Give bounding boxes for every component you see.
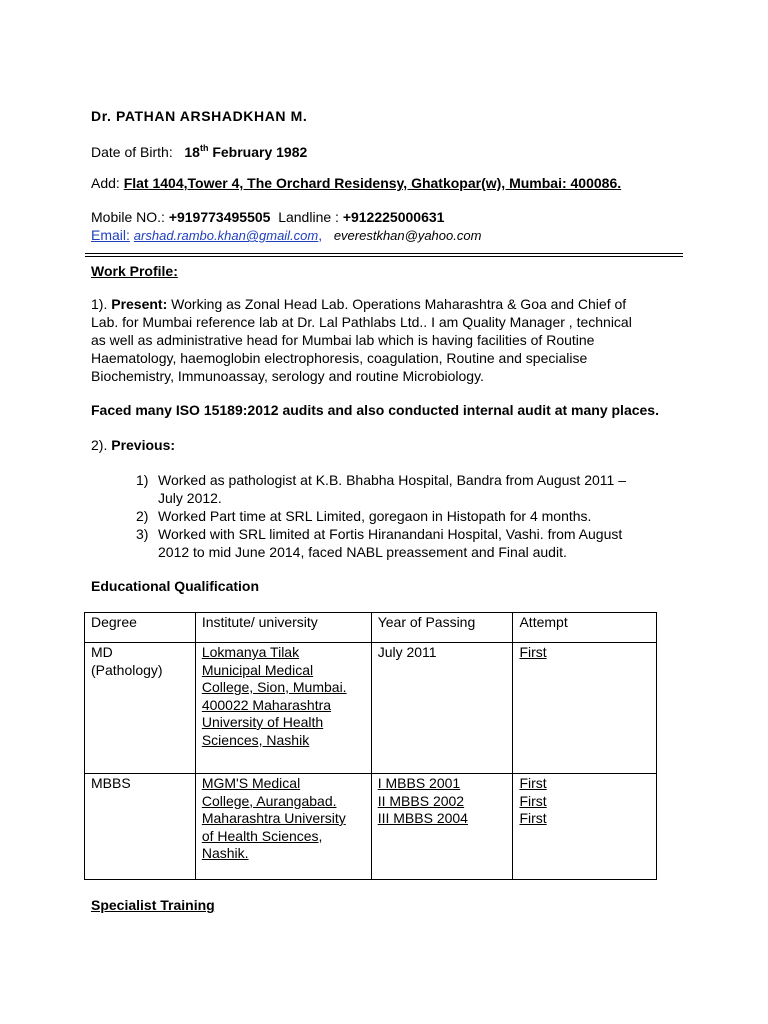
present-number: 1).	[91, 296, 108, 312]
cell-line: MD	[91, 644, 113, 660]
cell-line: July 2011	[377, 644, 437, 660]
header-divider-bottom	[85, 256, 683, 257]
degree-cell	[85, 774, 196, 880]
present-line: Lab. for Mumbai reference lab at Dr. Lal Pathlabs Ltd.. I am Quality Manager , technical	[91, 314, 632, 330]
dob-label: Date of Birth:	[91, 144, 173, 160]
specialist-training-heading: Specialist Training	[91, 897, 215, 913]
email-primary-link[interactable]: arshad.rambo.khan@gmail.com	[133, 228, 319, 243]
attempt-cell	[513, 643, 657, 774]
previous-label: Previous:	[111, 437, 176, 453]
institute-cell	[195, 774, 371, 880]
mobile-label: Mobile NO.:	[91, 209, 165, 225]
table-row	[85, 643, 657, 774]
cell-line: Lokmanya Tilak	[201, 644, 300, 660]
header-degree: Degree	[85, 613, 196, 643]
institute-cell	[195, 643, 371, 774]
present-line: Biochemistry, Immunoassay, serology and routine Microbiology.	[91, 368, 484, 384]
present-line: as well as administrative head for Mumbai lab which is having facilities of Routine	[91, 332, 595, 348]
cell-line: Nashik.	[201, 845, 249, 861]
cell-line: First	[519, 644, 547, 660]
email-secondary[interactable]: everestkhan@yahoo.com	[333, 228, 482, 243]
header-divider-top	[85, 253, 683, 254]
address-label: Add:	[91, 175, 120, 191]
cell-line: College, Aurangabad.	[201, 792, 337, 809]
cell-line: First	[519, 775, 547, 791]
list-number: 1)	[136, 472, 149, 488]
list-line: Worked with SRL limited at Fortis Hiranandani Hospital, Vashi. from August	[158, 526, 623, 542]
table-row	[85, 774, 657, 880]
dob-month-year: February 1982	[212, 144, 308, 160]
cell-line: II MBBS 2002	[377, 792, 465, 809]
dob-suffix: th	[199, 143, 209, 153]
present-role-paragraph	[91, 295, 679, 385]
dob-day: 18	[184, 144, 200, 160]
cell-line: 400022 Maharashtra	[201, 696, 332, 713]
cell-line: Maharashtra University	[201, 810, 346, 826]
email-label: Email:	[91, 227, 130, 243]
audits-statement: Faced many ISO 15189:2012 audits and also conducted internal audit at many places.	[91, 402, 659, 418]
cell-line: Sciences, Nashik	[201, 731, 310, 748]
cell-line: First	[519, 810, 547, 826]
header-attempt: Attempt	[513, 613, 657, 643]
cell-line: University of Health	[201, 714, 324, 730]
cell-line: MGM'S Medical	[201, 775, 301, 791]
phone-numbers	[91, 208, 444, 226]
header-year: Year of Passing	[371, 613, 513, 643]
list-line: July 2012.	[158, 490, 222, 506]
present-line: Haematology, haemoglobin electrophoresis, coagulation, Routine and specialise	[91, 350, 588, 366]
previous-number: 2).	[91, 437, 108, 453]
cell-line: of Health Sciences,	[201, 827, 323, 844]
list-number: 2)	[136, 508, 149, 524]
cell-line: MBBS	[91, 775, 131, 791]
date-of-birth	[91, 139, 307, 161]
education-heading: Educational Qualification	[91, 578, 260, 594]
mobile-value: +919773495505	[168, 209, 271, 225]
list-line: Worked Part time at SRL Limited, goregaon in Histopath for 4 months.	[158, 508, 592, 524]
cell-line: III MBBS 2004	[377, 810, 468, 826]
attempt-cell	[513, 774, 657, 880]
list-line: Worked as pathologist at K.B. Bhabha Hospital, Bandra from August 2011 –	[158, 472, 626, 488]
cell-line: College, Sion, Mumbai.	[201, 679, 347, 695]
landline-value: +912225000631	[342, 209, 445, 225]
year-cell	[371, 774, 513, 880]
landline-label: Landline :	[278, 209, 339, 225]
list-number: 3)	[136, 526, 149, 542]
table-header-row	[85, 613, 657, 643]
email-line: Email: arshad.rambo.khan@gmail.com, everestkhan@yahoo.com	[91, 227, 482, 243]
address	[91, 174, 621, 192]
list-line: 2012 to mid June 2014, faced NABL preassement and Final audit.	[158, 544, 567, 560]
present-line: Working as Zonal Head Lab. Operations Maharashtra & Goa and Chief of	[171, 296, 627, 312]
header-institute: Institute/ university	[195, 613, 371, 643]
work-profile-heading: Work Profile:	[91, 263, 178, 279]
address-value: Flat 1404,Tower 4, The Orchard Residensy, Ghatkopar(w), Mumbai: 400086.	[123, 175, 622, 191]
cell-line: (Pathology)	[91, 661, 163, 678]
present-label: Present:	[111, 296, 168, 312]
cell-line: Municipal Medical	[201, 661, 314, 678]
education-table	[84, 612, 657, 880]
previous-heading	[91, 436, 175, 454]
year-cell	[371, 643, 513, 774]
cell-line: First	[519, 792, 547, 809]
candidate-name: Dr. PATHAN ARSHADKHAN M.	[91, 108, 308, 124]
cell-line: I MBBS 2001	[377, 775, 461, 791]
degree-cell	[85, 643, 196, 774]
